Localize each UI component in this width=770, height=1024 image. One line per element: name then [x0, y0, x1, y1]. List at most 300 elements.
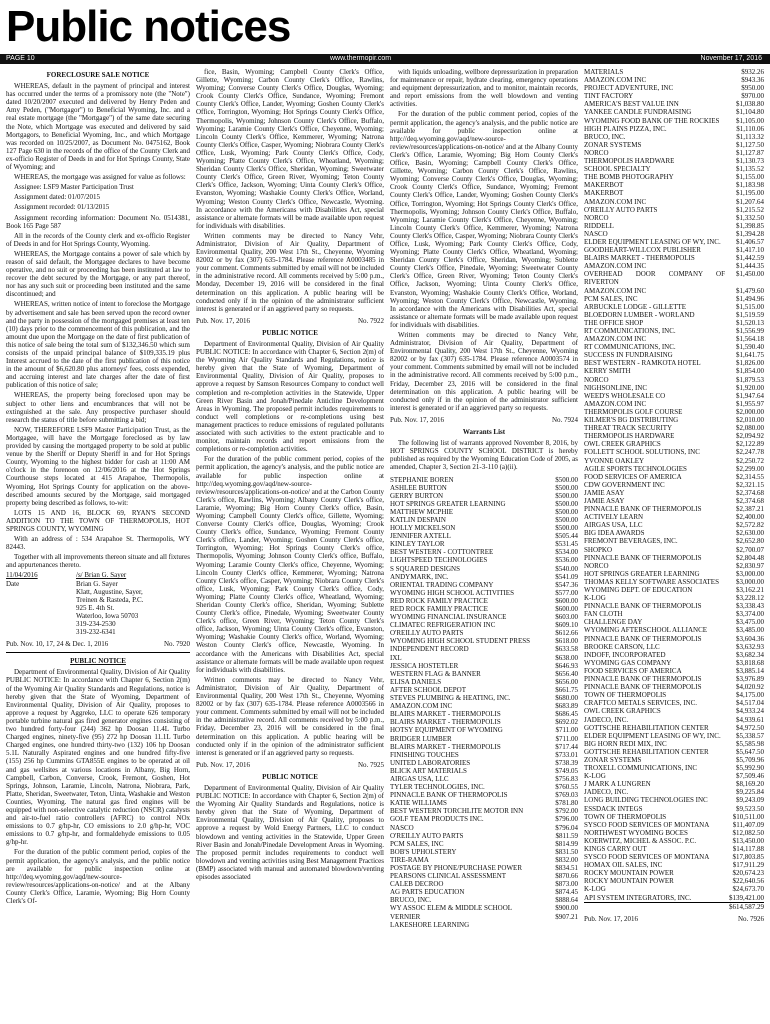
warrant-amount: $796.00: [555, 815, 578, 824]
warrant-row: [584, 699, 764, 707]
warrant-row: [584, 780, 764, 788]
warrant-payee: OWL CREEK GRAPHICS: [584, 707, 661, 716]
publication-number: No. 7924: [551, 415, 578, 424]
warrant-amount: $1,564.18: [736, 335, 764, 344]
paragraph: Assignment recorded: 01/13/2015: [14, 203, 110, 212]
warrant-row: [584, 796, 764, 804]
warrant-amount: $1,955.97: [736, 399, 764, 408]
warrant-amount: $1,879.53: [736, 375, 764, 384]
warrant-row: [584, 521, 764, 529]
warrant-amount: $2,314.55: [736, 472, 764, 481]
warrant-payee: PCM SALES, INC: [584, 294, 638, 303]
warrant-row: [584, 675, 764, 683]
warrant-row: [390, 540, 578, 548]
warrant-payee: RT COMMUNICATIONS, INC.: [584, 327, 676, 335]
warrant-payee: IXL: [390, 653, 402, 662]
warrant-amount: $3,818.68: [736, 658, 764, 667]
publication-line: [584, 915, 764, 923]
warrant-payee: NORCO: [584, 148, 609, 157]
warrant-payee: AMAZON.COM INC: [584, 399, 647, 408]
warrant-payee: BLAIRS MARKET - THERMOPOLIS: [390, 710, 501, 719]
warrant-payee: STEPHANIE BOREN: [390, 475, 454, 484]
warrant-payee: ACTIVELY LEARN: [584, 513, 644, 522]
warrant-payee: GOODHEART-WILLCOX PUBLISHER: [584, 246, 701, 255]
warrant-payee: SYSCO FOOD SERVICES OF MONTANA: [584, 820, 710, 829]
masthead-title: Public notices: [6, 2, 291, 51]
warrant-row: [584, 157, 764, 165]
warrant-amount: $1,113.32: [736, 132, 764, 141]
warrant-amount: $749.05: [555, 766, 578, 775]
warrant-amount: $1,394.28: [736, 229, 764, 238]
warrant-amount: $2,250.72: [736, 456, 764, 465]
warrant-amount: $683.89: [555, 702, 578, 711]
warrant-payee: AMAZON.COM INC: [584, 286, 647, 295]
warrant-payee: PINNACLE BANK OF THERMOPOLIS: [584, 505, 702, 514]
warrant-row: [584, 740, 764, 748]
warrant-row: [390, 629, 578, 637]
warrant-row: [584, 788, 764, 796]
publication-dates: Pub. Nov. 17, 2016: [584, 914, 638, 923]
foreclosure-notice-body: [6, 82, 190, 569]
warrant-payee: GOLF TEAM PRODUCTS INC.: [390, 815, 484, 824]
warrant-amount: $1,826.00: [736, 359, 764, 368]
warrant-amount: $1,450.00: [736, 270, 764, 279]
warrant-amount: $577.00: [555, 588, 578, 597]
warrant-amount: $2,400.00: [736, 513, 764, 522]
warrant-payee: ROCKY MOUNTAIN POWER: [584, 869, 674, 878]
warrant-payee: WYOMING GAS COMPANY: [584, 658, 672, 667]
paragraph: with liquids unloading, wellbore depressurization in preparation for maintenance or repair, hydrate clearing, emergency operations and equipment depressurization, and to monitor, maintain records, and report emissions from the well blowdown and venting activities.: [390, 68, 578, 109]
warrant-amount: $2,652.80: [736, 537, 764, 546]
notice-heading: FORECLOSURE SALE NOTICE: [46, 71, 150, 79]
warrant-row: [390, 573, 578, 581]
warrant-row: [390, 896, 578, 904]
warrant-row: [584, 246, 764, 254]
warrant-row: [390, 581, 578, 589]
warrant-amount: $4,020.92: [736, 683, 764, 692]
warrant-row: [584, 829, 764, 837]
warrant-row: [584, 594, 764, 602]
warrant-amount: $1,520.13: [736, 318, 764, 327]
warrant-payee: ESSDACK INTEGS: [584, 804, 643, 813]
warrant-payee: ELDER EQUIPMENT LEASING OF WY, INC.: [584, 237, 721, 246]
warrant-amount: $7,509.46: [736, 772, 764, 781]
warrant-payee: K-LOG: [584, 885, 606, 894]
warrant-payee: FINISHING TOUCHES: [390, 750, 459, 759]
paragraph: Department of Environmental Quality, Division of Air Quality PUBLIC NOTICE: In accordance with Chapter 6, Section 2(m) of the Wyoming Air Quality Standards and Regulations, notice is hereby given that the State of Wyoming, Department of Environmental Quality, Division of Air Quality, proposes to approve a request by Wold Energy Partners, LLC to conduct blowdown and venting activities in the Statewide, Upper Green River Basin and Jonah/Pinedale Development Areas in Wyoming. The proposed permit includes requirements to conduct well blowdown and venting activities using Best Management Practices (BMP) associated with manual and automated blowdown/venting episodes associated: [196, 783, 384, 881]
warrant-row: [390, 775, 578, 783]
warrant-payee: TOWN OF THERMOPOLIS: [584, 812, 667, 821]
warrant-amount: $2,630.00: [736, 529, 764, 538]
warrant-row: [584, 108, 764, 116]
warrant-amount: $943.36: [741, 76, 764, 85]
warrant-payee: NORTHWEST WYOMING BOCES: [584, 828, 688, 837]
warrant-row: [584, 570, 764, 578]
warrant-amount: $1,920.00: [736, 383, 764, 392]
warrant-row: [584, 165, 764, 173]
warrant-amount: $2,094.92: [736, 432, 764, 441]
warrant-amount: $13,450.00: [732, 836, 764, 845]
warrant-payee: NASCO: [390, 823, 414, 832]
warrant-payee: NORCO: [584, 561, 609, 570]
warrant-amount: $600.00: [555, 605, 578, 613]
warrant-payee: WYOMING DEPT. OF EDUCATION: [584, 586, 693, 594]
warrant-payee: JAMIE ASAY: [584, 496, 625, 505]
warrant-amount: $1,479.60: [736, 286, 764, 295]
warrant-payee: ZONAR SYSTEMS: [584, 755, 642, 764]
warrant-payee: AIRGAS USA, LLC: [390, 774, 449, 783]
warrant-amount: $2,299.00: [736, 464, 764, 473]
warrant-row: [584, 457, 764, 465]
warrant-payee: GERRY BURTON: [390, 491, 444, 500]
warrant-payee: FAN CLOTH: [584, 610, 623, 619]
warrant-payee: JADECO, INC.: [584, 788, 629, 797]
warrant-amount: $1,135.52: [736, 165, 764, 174]
warrant-amount: $500.00: [555, 483, 578, 492]
warrant-payee: THE BOMB PHOTOGRAPHY: [584, 173, 674, 182]
warrant-row: [584, 214, 764, 222]
publication-dates: Pub. Nov. 17, 2016: [196, 316, 250, 325]
warrant-amount: $781.80: [555, 799, 578, 808]
warrant-amount: $1,207.64: [736, 197, 764, 206]
warrant-amount: $4,933.24: [736, 707, 764, 716]
warrant-payee: LAKESHORE LEARNING: [390, 920, 470, 929]
warrant-row: [584, 861, 764, 869]
warrant-row: [584, 359, 764, 367]
warrant-payee: HOT SPRINGS GREATER LEARNING: [584, 569, 700, 578]
warrant-row: [390, 694, 578, 702]
warrant-payee: AGILE SPORTS TECHNOLOGIES: [584, 464, 687, 473]
warrant-amount: $2,700.07: [736, 545, 764, 554]
warrant-amount: $541.09: [555, 572, 578, 581]
warrant-amount: $1,183.98: [736, 181, 764, 190]
warrant-payee: KILMER'S BG DISTRIBUTING: [584, 416, 679, 425]
signature-lines: [76, 571, 190, 636]
warrant-payee: CLIMATEC REFRIGERATION INC: [390, 621, 496, 630]
warrant-row: [584, 643, 764, 651]
warrant-payee: BLOEDORN LUMBER - WORLAND: [584, 310, 695, 319]
warrant-amount: $3,374.00: [736, 610, 764, 619]
warrant-payee: WYOMING FINANCIAL INSURANCE: [390, 613, 507, 622]
warrant-row: [390, 565, 578, 573]
warrant-row: [390, 710, 578, 718]
warrant-row: [584, 659, 764, 667]
warrant-payee: CALEB DECROO: [390, 880, 444, 889]
warrant-payee: FOLLETT SCHOOL SOLUTIONS, INC: [584, 448, 700, 457]
warrant-payee: INDOFF, INCORPORATED: [584, 650, 666, 659]
warrant-amount: $4,939.61: [736, 715, 764, 724]
warrant-payee: K-LOG: [584, 772, 606, 781]
warrant-row: [584, 837, 764, 845]
warrant-payee: KERRY SMITH: [584, 367, 631, 376]
signature-date: 11/04/2016: [6, 571, 38, 580]
warrant-amount: $9,225.84: [736, 788, 764, 797]
warrant-amount: $20,674.23: [732, 869, 764, 878]
warrant-row: [584, 578, 764, 586]
warrant-row: [390, 872, 578, 880]
warrant-amount: $5,647.50: [736, 747, 764, 756]
warrant-row: [390, 807, 578, 815]
warrant-amount: $950.00: [741, 84, 764, 93]
warrant-payee: ASHLEE BURTON: [390, 483, 447, 492]
warrant-amount: $547.36: [555, 580, 578, 589]
warrant-row: [584, 707, 764, 715]
publication-line: [6, 640, 190, 648]
public-notice-body: [196, 784, 384, 881]
warrant-payee: BRUCO, INC.: [390, 896, 432, 905]
warrant-payee: WYOMING HIGH SCHOOL STUDENT PRESS: [390, 637, 531, 646]
warrant-payee: AIRGAS USA, LLC: [584, 521, 643, 530]
warrant-row: [390, 548, 578, 556]
warrant-amount: $3,162.21: [736, 586, 764, 594]
warrant-row: [584, 343, 764, 351]
warrant-payee: WYOMING HIGH SCHOOL ACTIVITIES: [390, 588, 514, 597]
warrant-payee: THOMAS KELLY SOFTWARE ASSOCIATES: [584, 577, 719, 586]
warrant-payee: JAMIE ASAY: [584, 488, 625, 497]
warrant-payee: MATERIALS: [584, 68, 624, 76]
warrant-row: [390, 556, 578, 564]
warrant-payee: AFTER SCHOOL DEPOT: [390, 685, 466, 694]
paragraph: Written comments may be directed to Nancy Vehr, Administrator, Division of Air Quality, Department of Environmental Quality, 200 West 17th St., Cheyenne, Wyoming 82002 or by fax (307) 635-1784. Please reference A0003574 in your comment. Comments submitted by email will not be included in the administrative record. All comments received by 5:00 p.m., Friday, December 23, 2016 will be considered in the final determination on this application. A public hearing will be conducted only if in the opinion of the administrator sufficient interest is generated or if an aggrieved party so requests.: [390, 331, 578, 412]
warrant-amount: $932.26: [741, 68, 764, 76]
warrant-payee: RED ROCK FAMILY PRACTICE: [390, 596, 488, 605]
warrant-row: [584, 756, 764, 764]
warrant-row: [584, 626, 764, 634]
warrant-row: [584, 772, 764, 780]
warrant-row: [584, 303, 764, 311]
warrant-row: [390, 832, 578, 840]
warrant-payee: HOLLY MICKELSON: [390, 524, 456, 533]
warrant-row: [390, 880, 578, 888]
warrant-payee: PINNACLE BANK OF THERMOPOLIS: [584, 602, 702, 611]
warrant-amount: $874.45: [555, 888, 578, 897]
warrant-payee: OVERHEAD DOOR COMPANY OF RIVERTON: [584, 270, 725, 287]
warrant-row: [584, 821, 764, 829]
warrant-amount: $14,117.88: [732, 845, 764, 853]
warrant-amount: $500.00: [555, 491, 578, 500]
warrant-row: [584, 173, 764, 181]
warrant-amount: $8,169.20: [736, 780, 764, 789]
warrant-payee: KINGS CARRY OUT: [584, 845, 647, 853]
warrant-amount: $536.00: [555, 556, 578, 565]
warrant-row: [584, 92, 764, 100]
paragraph: Together with all improvements thereon situate and all fixtures and appurtenances thereto.: [6, 553, 190, 570]
warrant-payee: JENNIFER AXTELL: [390, 532, 451, 541]
warrant-row: [584, 125, 764, 133]
warrant-payee: AMERICA'S BEST VALUE INN: [584, 100, 679, 109]
warrant-row: [584, 489, 764, 497]
warrant-amount: $3,228.12: [736, 594, 764, 603]
warrant-payee: BEST WESTERN TORCHLITE MOTOR INN: [390, 807, 524, 816]
warrant-payee: THE OFFICE SHOP: [584, 318, 644, 327]
warrant-amount: $9,243.09: [736, 796, 764, 805]
column-2: [196, 68, 384, 1020]
warrant-row: [584, 238, 764, 246]
public-notice-body: [390, 68, 578, 412]
warrant-payee: BOB'S UPHOLSTERY: [390, 847, 457, 856]
warrant-payee: BIG IDEA AWARDS: [584, 529, 645, 538]
paragraph: All in the records of the County clerk and ex-officio Register of Deeds in and for Hot Springs County, Wyoming.: [6, 231, 190, 248]
warrant-amount: $2,804.48: [736, 553, 764, 562]
warrant-amount: $10,511.00: [732, 812, 764, 821]
warrant-payee: AMAZON.COM INC: [584, 76, 647, 85]
warrant-payee: TYLER TECHNOLOGIES, INC.: [390, 783, 485, 792]
warrant-payee: HIGH PLAINS PIZZA, INC.: [584, 124, 667, 133]
warrant-row: [584, 602, 764, 610]
warrant-row: [390, 751, 578, 759]
warrant-payee: WYOMING FOOD BANK OF THE ROCKIES: [584, 116, 720, 125]
signature-line: 319-232-6341: [76, 628, 116, 637]
warrant-row: [390, 767, 578, 775]
warrant-amount: $2,000.00: [736, 407, 764, 416]
warrant-row: [584, 473, 764, 481]
warrant-amount: $2,374.68: [736, 488, 764, 497]
warrant-amount: $1,105.00: [736, 116, 764, 125]
warrant-row: [390, 500, 578, 508]
paragraph: Assignment dated: 01/07/2015: [14, 193, 100, 202]
publication-dates: Pub. Nov. 10, 17, 24 & Dec. 1, 2016: [6, 640, 109, 649]
warrant-payee: FREMONT BEVERAGES, INC.: [584, 537, 678, 546]
notice-heading: PUBLIC NOTICE: [70, 657, 126, 666]
notice-heading: PUBLIC NOTICE: [262, 328, 318, 337]
warrant-payee: KOERWITZ, MICHEL & ASSOC. P.C.: [584, 836, 697, 845]
warrant-amount: $733.01: [555, 750, 578, 759]
paragraph: fice, Basin, Wyoming; Campbell County Clerk's Office, Gillette, Wyoming; Carbon County Clerk's Office, Rawlins, Wyoming; Converse County Clerk's Office, Douglas, Wyoming; Crook County Clerk's Office, Sundance, Wyoming; Fremont County Clerk's Office, Lander, Wyoming; Goshen County Clerk's Office, Torrington, Wyoming; Hot Springs County Clerk's Office, Thermopolis, Wyoming; Johnson County Clerk's Office, Buffalo, Wyoming; Laramie County Clerk's Office, Cheyenne, Wyoming; Lincoln County Clerk's Office, Kemmerer, Wyoming; Natrona County Clerk's Office, Casper, Wyoming; Niobrara County Clerk's Office, Lusk, Wyoming; Park County Clerk's Office, Cody, Wyoming; Platte County Clerk's Office, Wheatland, Wyoming; Sheridan County Clerk's Office, Sheridan, Wyoming; Sweetwater County Clerk's Office, Green River, Wyoming; Teton County Clerk's Office, Jackson, Wyoming; Uinta County Clerk's Office, Evanston, Wyoming; Washakie County Clerk's Office, Worland, Wyoming; Weston County Clerk's Office, Newcastle, Wyoming. In accordance with the Americans with Disabilities Act, special assistance or alternate formats will be made available upon request for individuals with disabilities.: [196, 68, 384, 230]
warrant-amount: $2,374.68: [736, 496, 764, 505]
warrant-row: [584, 416, 764, 424]
warrant-payee: THERMOPOLIS GOLF COURSE: [584, 407, 683, 416]
warrant-payee: PINNACLE BANK OF THERMOPOLIS: [584, 553, 702, 562]
paragraph: WHEREAS, the Mortgage contains a power of sale which by reason of said default, the Mortgagee declares to have become operative, and no suit or proceeding has been instituted at law to recover the debt secured by the Mortgage, or any part thereof, nor has any such suit or proceeding been instituted and the same discontinued; and: [6, 249, 190, 299]
warrant-payee: AMAZON.COM INC: [584, 335, 647, 344]
warrant-row: [390, 799, 578, 807]
warrant-payee: NORCO: [584, 213, 609, 222]
warrant-payee: MATTHEW MCPHIE: [390, 507, 454, 516]
divider: [6, 652, 190, 653]
warrant-row: [584, 206, 764, 214]
warrant-amount: $1,590.40: [736, 343, 764, 352]
warrant-payee: ARBUCKLE LODGE - GILLETTE: [584, 302, 687, 311]
warrant-payee: BLAIRS MARKET - THERMOPOLIS: [390, 718, 501, 727]
warrant-row: [584, 481, 764, 489]
warrant-payee: LONG BUILDING TECHNOLOGIES INC: [584, 796, 708, 805]
warrant-amount: $11,407.09: [732, 820, 764, 829]
signature-line: Brian G. Sayer: [76, 579, 118, 588]
warrant-payee: BROOKE CARSON, LLC: [584, 642, 660, 651]
warrant-amount: $796.04: [555, 823, 578, 832]
warrant-amount: $888.64: [555, 896, 578, 905]
warrant-payee: KINLEY TAYLOR: [390, 540, 445, 549]
warrant-amount: $5,585.98: [736, 739, 764, 748]
warrant-row: [584, 513, 764, 521]
warrant-row: [390, 815, 578, 823]
warrant-amount: $711.00: [555, 734, 578, 743]
warrant-amount: $2,010.00: [736, 416, 764, 425]
warrant-row: [584, 716, 764, 724]
warrant-payee: SCHOOL SPECIALTY: [584, 165, 651, 174]
paragraph: For the duration of the public comment period, copies of the permit application, the agency's analysis, and the public notice are available for public inspection online at http://deq.wyoming.gov/aqd/new-source-review/resources/applications-on-notice/ and at the Carbon County Clerk's office, Rawlins, Wyoming; Albany County Clerk's office, Laramie, Wyoming; Big Horn County Clerk's office, Basin, Wyoming; Campbell County Clerk's office, Gillette, Wyoming; Converse County Clerk's office, Douglas, Wyoming; Crook County Clerk's office, Sundance, Wyoming; Fremont County Clerk's office, Lander, Wyoming; Goshen County Clerk's office, Torrington, Wyoming; Hot Springs County Clerk's office, Thermopolis, Wyoming; Johnson County Clerk's office, Buffalo, Wyoming; Laramie County Clerk's office, Cheyenne, Wyoming; Lincoln County Clerk's office, Kemmerer, Wyoming; Natrona County Clerk's office, Casper, Wyoming; Niobrara County Clerk's office, Lusk, Wyoming; Park County Clerk's office, Cody, Wyoming; Platte County Clerk's office, Wheatland, Wyoming; Sheridan County Clerk's office, Sheridan, Wyoming; Sublette County Clerk's office, Pinedale, Wyoming; Sweetwater County Clerk's office, Green River, Wyoming; Teton County Clerk's office, Jackson, Wyoming; Uinta County Clerk's office, Evanston, Wyoming; Washakie County Clerk's office, Worland, Wyoming; Weston County Clerk's office, Newcastle, Wyoming. In accordance with the Americans with Disabilities Act, special assistance or alternate formats will be made available upon request for individuals with disabilities.: [196, 455, 384, 674]
warrant-row: [584, 198, 764, 206]
warrant-amount: $717.44: [555, 742, 578, 751]
warrant-payee: O'REILLY AUTO PARTS: [584, 205, 658, 214]
warrant-payee: BIG HORN REDI MIX, INC: [584, 739, 667, 748]
warrant-amount: $756.83: [555, 774, 578, 783]
warrant-payee: STEVES PLUMBING & HEATING, INC.: [390, 694, 511, 703]
signature-line: 925 E. 4th St.: [76, 603, 115, 612]
warrant-payee: K-LOG: [584, 594, 606, 603]
warrant-amount: $1,641.75: [736, 351, 764, 360]
warrant-row: [584, 440, 764, 448]
warrant-amount: $1,104.80: [736, 108, 764, 117]
warrant-payee: PCM SALES, INC: [390, 839, 444, 848]
warrant-payee: CHALLENGE DAY: [584, 618, 643, 627]
warrant-row: [390, 921, 578, 929]
warrant-row: [584, 432, 764, 440]
warrant-amount: $9,523.50: [736, 804, 764, 813]
warrant-row: [584, 351, 764, 359]
warrant-row: [584, 335, 764, 343]
warrant-amount: $769.03: [555, 791, 578, 800]
warrant-row: [584, 270, 764, 286]
warrant-row: [584, 319, 764, 327]
warrant-amount: $3,976.89: [736, 675, 764, 684]
paragraph: Assignee: LSF9 Master Participation Trust: [14, 183, 134, 192]
warrant-row: [390, 524, 578, 532]
warrant-amount: $873.00: [555, 880, 578, 889]
warrant-amount: $1,215.52: [736, 205, 764, 214]
warrant-payee: OWL CREEK GRAPHICS: [584, 440, 661, 449]
warrant-row: [584, 254, 764, 262]
warrant-amount: $5,338.57: [736, 731, 764, 740]
warrant-payee: AMAZON.COM INC: [390, 702, 453, 711]
warrant-row: [584, 732, 764, 740]
warrant-payee: THREAT TRACK SECURITY: [584, 424, 673, 433]
paragraph: With an address of : 534 Arapahoe St. Thermopolis, WY 82443.: [6, 535, 190, 552]
warrant-payee: WESTERN FLAG & BANNER: [390, 669, 481, 678]
warrant-row: [584, 84, 764, 92]
warrant-row: [584, 189, 764, 197]
warrant-row: [584, 877, 764, 885]
warrant-amount: $3,604.36: [736, 634, 764, 643]
warrant-amount: $1,515.00: [736, 302, 764, 311]
warrant-row: [390, 888, 578, 896]
warrant-row: [390, 637, 578, 645]
warrant-amount: $1,442.59: [736, 254, 764, 263]
warrant-amount: $1,398.85: [736, 221, 764, 230]
warrant-payee: FOOD SERVICES OF AMERICA: [584, 472, 682, 481]
warrant-payee: POSTAGE BY PHONE/PURCHASE POWER: [390, 864, 523, 872]
warrant-row: [584, 392, 764, 400]
warrant-amount: $534.00: [555, 548, 578, 557]
publication-line: [196, 761, 384, 769]
warrant-row: [390, 613, 578, 621]
warrant-row: [390, 662, 578, 670]
warrant-amount: $5,709.96: [736, 755, 764, 764]
paragraph: For the duration of the public comment period, copies of the permit application, the agency's analysis, and the public notice are available for public inspection online at http://deq.wyoming.gov/aqd/new-source-review/resources/applications-on-notice/ and at the Albany County Clerk's Office, Laramie, Wyoming; Big Horn County Clerk's Office, Basin, Wyoming; Campbell County Clerk's Office, Gillette, Wyoming; Carbon County Clerk's Office, Rawlins, Wyoming; Converse County Clerk's Office, Douglas, Wyoming; Crook County Clerk's Office, Sundance, Wyoming; Fremont County Clerk's Office, Lander, Wyoming; Goshen County Clerk's Office, Torrington, Wyoming; Hot Springs County Clerk's Office, Thermopolis, Wyoming; Johnson County Clerk's Office, Buffalo, Wyoming; Laramie County Clerk's Office, Cheyenne, Wyoming; Lincoln County Clerk's Office, Kemmerer, Wyoming; Natrona County Clerk's Office, Casper, Wyoming; Niobrara County Clerk's Office, Lusk, Wyoming; Park County Clerk's Office, Cody, Wyoming; Platte County Clerk's Office, Wheatland, Wyoming; Sheridan County Clerk's Office, Sheridan, Wyoming; Sublette County Clerk's Office, Pinedale, Wyoming; Sweetwater County Clerk's Office, Green River, Wyoming; Teton County Clerk's Office, Jackson, Wyoming; Uinta County Clerk's Office, Evanston, Wyoming; Washakie County Clerk's Office, Worland, Wyoming; Weston County Clerk's Office, Newcastle, Wyoming. In accordance with the Americans with Disabilities Act, special assistance or alternate formats will be made available upon request for individuals with disabilities.: [390, 110, 578, 329]
warrant-row: [584, 869, 764, 877]
signature-line: Klatt, Augustine, Sayer,: [76, 587, 143, 596]
warrant-amount: $3,632.93: [736, 642, 764, 651]
warrant-amount: $139,421.00: [729, 893, 764, 902]
warrant-amount: $3,885.14: [736, 666, 764, 675]
warrant-amount: $2,080.00: [736, 424, 764, 433]
warrant-row: [584, 805, 764, 813]
warrant-amount: $661.75: [555, 685, 578, 694]
warrant-payee: HOT SPRINGS GREATER LEARNING: [390, 499, 506, 508]
warrant-row: [584, 230, 764, 238]
signature-line: Treinen & Rasteda, P.C.: [76, 595, 144, 604]
warrant-amount: $17,911.29: [732, 861, 764, 870]
